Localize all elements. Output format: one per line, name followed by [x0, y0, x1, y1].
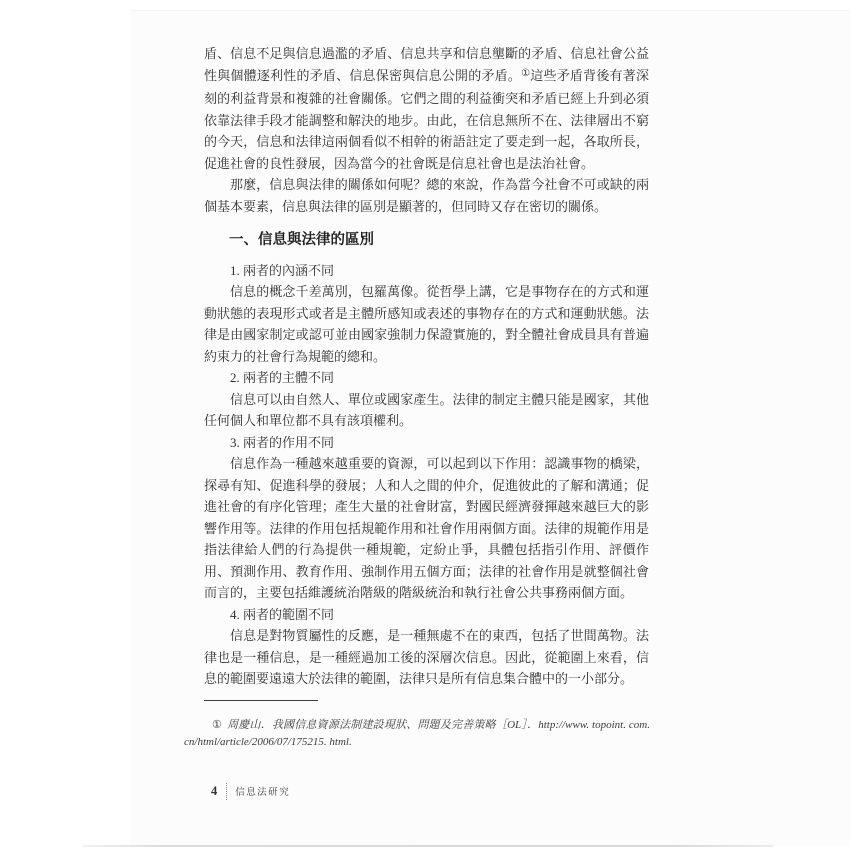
footnote — [184, 717, 650, 750]
paragraph: 那麼，信息與法律的關係如何呢？總的來說，作為當今社會不可或缺的兩個基本要素，信息與法律的區別是顯著的，但同時又存在密切的關係。 — [204, 177, 649, 214]
subsection-text: 信息可以由自然人、單位或國家產生。法律的制定主體只能是國家，其他任何個人和單位都不具有該項權利。 — [204, 391, 649, 428]
subsection-text: 信息作為一種越來越重要的資源，可以起到以下作用：認識事物的橋梁，探尋有知、促進科學的發展；人和人之間的仲介，促進彼此的了解和溝通；促進社會的有序化管理；產生大量的社會財富，對國民經濟發揮越來越巨大的影響作用等。法律的作用包括規範作用和社會作用兩個方面。法律的規範作用是指法律給人們的行為提供一種規範，定紛止爭，具體包括指引作用、評價作用、預測作用、教育作用、強制作用五個方面；法律的社會作用是就整個社會而言的，主要包括維護統治階級的階級統治和執行社會公共事務兩個方面。 — [204, 456, 649, 600]
footnote-text: 周慶山．我國信息資源法制建設現狀、問題及完善策略［OL］．http://www. topoint. com. cn/html/article/2006/07/175215. html. — [184, 719, 650, 748]
page-content — [204, 43, 649, 690]
paragraph-text: 這些矛盾背後有著深刻的利益背景和複雜的社會關係。它們之間的利益衝突和矛盾已經上升到必須依靠法律手段才能調整和解決的地步。由此，在信息無所不在、法律層出不窮的今天，信息和法律這兩個看似不相幹的術語註定了要走到一起，各取所長，促進社會的良性發展，因為當今的社會既是信息社會也是法治社會。 — [204, 67, 649, 171]
subsection-1 — [204, 260, 649, 368]
subsection-3 — [204, 432, 649, 604]
scan-edge-shadow — [83, 845, 773, 847]
footnote-divider — [204, 700, 318, 701]
section-heading: 一、信息與法律的區別 — [229, 232, 374, 248]
page-number: 4 — [211, 783, 218, 798]
paragraph-text: 盾、信息不足與信息過濫的矛盾、信息共享和信息壟斷的矛盾、信息社會公益性與個體逐利性的矛盾、信息保密與信息公開的矛盾。 — [204, 46, 649, 83]
subsection-label: 2. 兩者的主體不同 — [230, 370, 335, 385]
paragraph-continuation — [204, 43, 649, 174]
subsection-text: 信息是對物質屬性的反應，是一種無處不在的東西，包括了世間萬物。法律也是一種信息，是一種經過加工後的深層次信息。因此，從範圍上來看，信息的範圍要遠遠大於法律的範圍，法律只是所有信息集合體中的一小部分。 — [204, 628, 649, 686]
page-footer — [211, 781, 290, 801]
footnote-marker: ① — [212, 719, 223, 731]
book-title: 信息法研究 — [235, 788, 291, 798]
subsection-text: 信息的概念千差萬別，包羅萬像。從哲學上講，它是事物存在的方式和運動狀態的表現形式或者是主體所感知或表述的事物存在的方式和運動狀態。法律是由國家制定或認可並由國家強制力保證實施的，對全體社會成員具有普遍約束力的社會行為規範的總和。 — [204, 284, 649, 364]
subsection-4 — [204, 604, 649, 690]
subsection-label: 1. 兩者的內涵不同 — [230, 262, 335, 278]
subsection-label: 3. 兩者的作用不同 — [230, 434, 335, 450]
subsection-label: 4. 兩者的範圍不同 — [230, 606, 335, 622]
footnote-entry — [184, 717, 650, 750]
footer-divider-dotted-line — [226, 783, 227, 800]
footnote-reference-mark: ① — [521, 67, 531, 79]
subsection-2 — [204, 367, 649, 432]
